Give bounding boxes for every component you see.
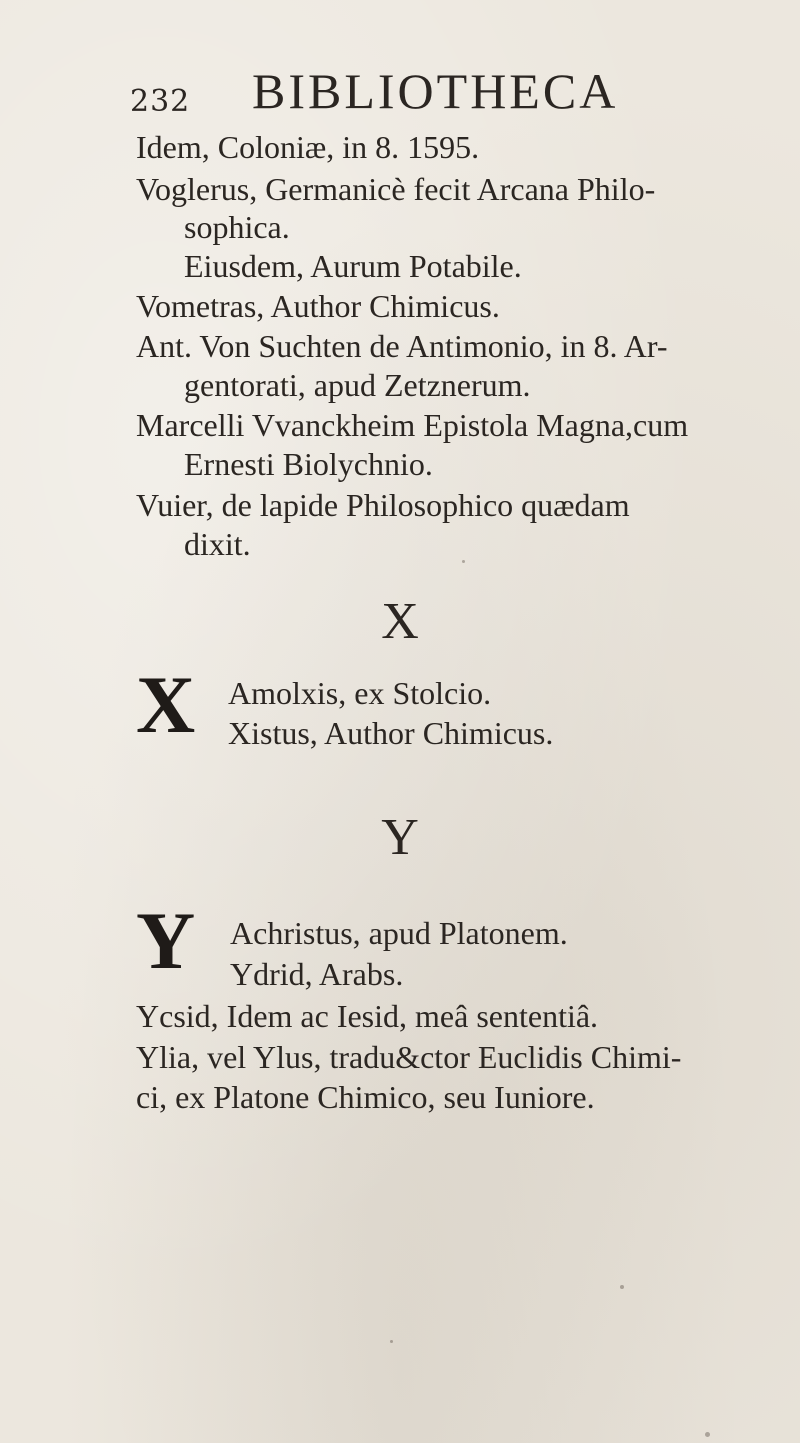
entry-line: Xistus, Author Chimicus.	[228, 715, 554, 751]
entry-line: Ylia, vel Ylus, tradu&ctor Euclidis Chimi-	[136, 1039, 682, 1075]
entry-line: ci, ex Platone Chimico, seu Iuniore.	[136, 1079, 595, 1115]
entry-line: Vometras, Author Chimicus.	[136, 288, 500, 324]
running-head: BIBLIOTHECA	[252, 63, 619, 119]
dropcap-x: X	[136, 659, 196, 750]
page-header	[130, 62, 690, 122]
entry-line: Ydrid, Arabs.	[230, 956, 404, 992]
entry-continuation: sophica.	[184, 209, 290, 245]
dropcap-y: Y	[136, 895, 196, 986]
entry-line: Amolxis, ex Stolcio.	[228, 675, 492, 711]
entry-line: Ant. Von Suchten de Antimonio, in 8. Ar-	[136, 328, 668, 364]
entry-continuation: gentorati, apud Zetznerum.	[184, 367, 531, 403]
entry-line: Marcelli Vvanckheim Epistola Magna,cum	[136, 407, 689, 443]
entry-line: Voglerus, Germanicè fecit Arcana Philo-	[136, 171, 656, 207]
entry-line: Idem, Coloniæ, in 8. 1595.	[136, 129, 480, 165]
entry-line: Vuier, de lapide Philosophico quædam	[136, 487, 630, 523]
entry-line: Eiusdem, Aurum Potabile.	[184, 248, 522, 284]
page-number: 232	[130, 84, 191, 119]
paper-speck	[462, 560, 465, 563]
paper-speck	[620, 1285, 624, 1289]
entry-line: Achristus, apud Platonem.	[230, 915, 568, 951]
section-heading-y: Y	[381, 809, 419, 866]
entry-continuation: Ernesti Biolychnio.	[184, 446, 433, 482]
entry-line: Ycsid, Idem ac Iesid, meâ sententiâ.	[136, 998, 599, 1034]
entry-continuation: dixit.	[184, 526, 251, 562]
paper-speck	[705, 1432, 710, 1437]
section-heading-x: X	[381, 593, 419, 650]
paper-speck	[390, 1340, 393, 1343]
